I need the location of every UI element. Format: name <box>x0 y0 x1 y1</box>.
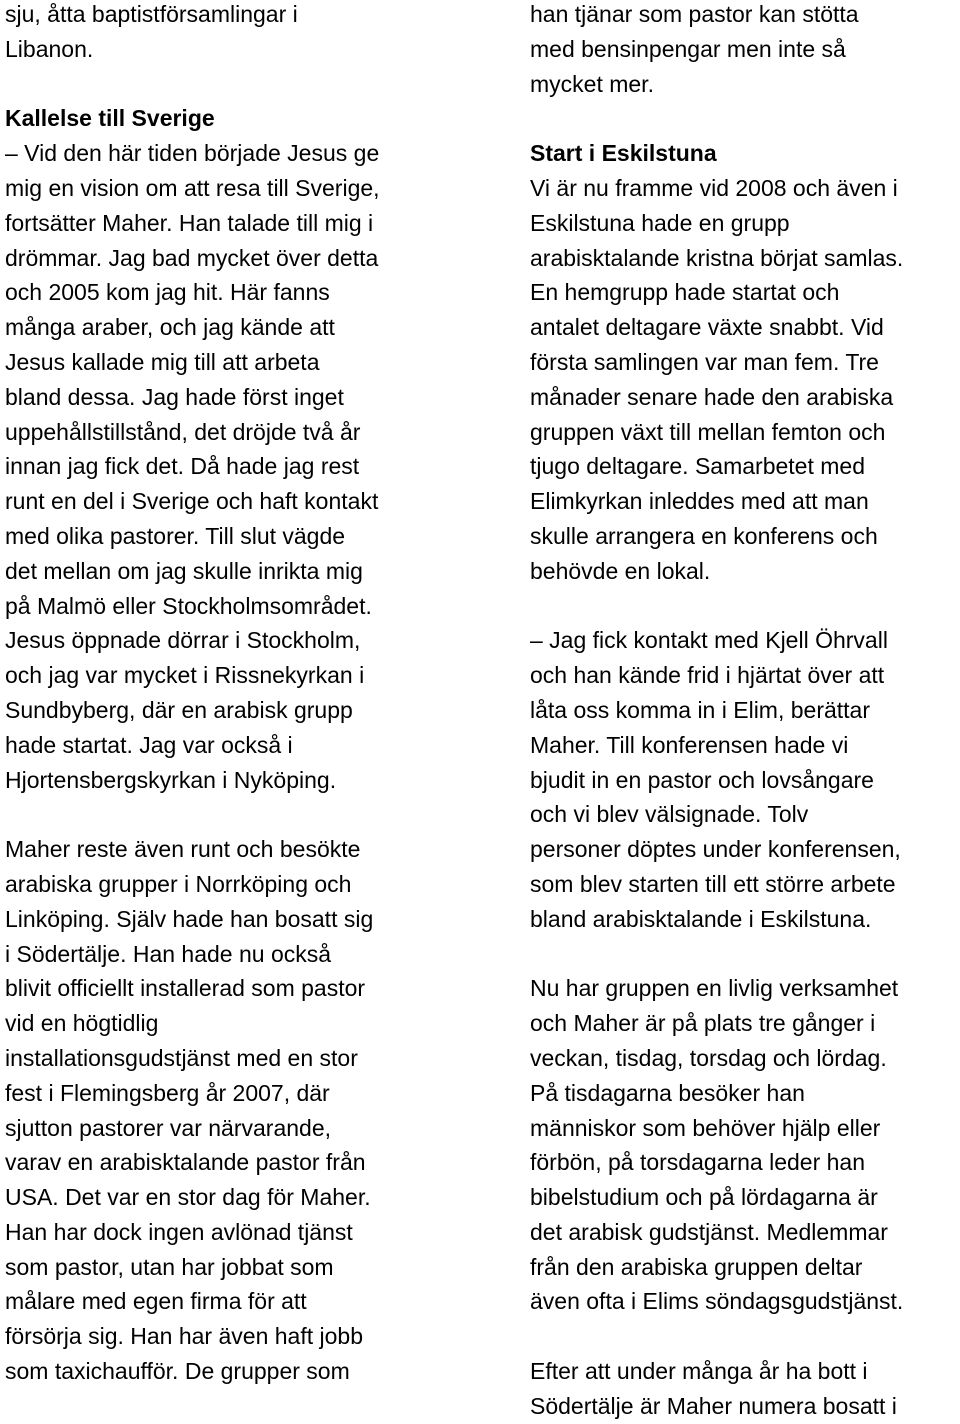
text-line: bjudit in en pastor och lovsångare <box>530 766 874 793</box>
text-line: det arabisk gudstjänst. Medlemmar <box>530 1218 888 1245</box>
text-line: – Vid den här tiden började Jesus ge <box>5 140 380 167</box>
text-line: och jag var mycket i Rissnekyrkan i <box>5 662 365 689</box>
text-line: sjutton pastorer var närvarande, <box>5 1114 332 1141</box>
text-line: bibelstudium och på lördagarna är <box>530 1184 878 1211</box>
text-line: arabisktalande kristna börjat samlas. <box>530 244 904 271</box>
text-line: Linköping. Själv hade han bosatt sig <box>5 905 374 932</box>
paragraph-gap <box>530 101 960 136</box>
paragraph-gap <box>530 1319 960 1354</box>
section-eskilstuna <box>530 136 960 588</box>
text-line: hade startat. Jag var också i <box>5 731 293 758</box>
text-line: drömmar. Jag bad mycket över detta <box>5 244 379 271</box>
text-line: försörja sig. Han har även haft jobb <box>5 1323 363 1350</box>
text-line: Jesus kallade mig till att arbeta <box>5 348 320 375</box>
text-line: fortsätter Maher. Han talade till mig i <box>5 209 374 236</box>
text-line: installationsgudstjänst med en stor <box>5 1044 358 1071</box>
left-column <box>5 0 445 1389</box>
text-line: och vi blev välsignade. Tolv <box>530 801 809 828</box>
text-line: En hemgrupp hade startat och <box>530 279 840 306</box>
text-line: behövde en lokal. <box>530 557 711 584</box>
right-column <box>530 0 960 1424</box>
text-line: uppehållstillstånd, det dröjde två år <box>5 418 361 445</box>
text-line: med olika pastorer. Till slut vägde <box>5 522 346 549</box>
text-line: skulle arrangera en konferens och <box>530 522 878 549</box>
text-line: Jesus öppnade dörrar i Stockholm, <box>5 627 361 654</box>
right-paragraph-2 <box>530 623 960 936</box>
text-line: på Malmö eller Stockholmsområdet. <box>5 592 372 619</box>
text-line: från den arabiska gruppen deltar <box>530 1253 863 1280</box>
text-line: Libanon. <box>5 35 94 62</box>
right-paragraph-4 <box>530 1354 960 1424</box>
text-line: antalet deltagare växte snabbt. Vid <box>530 314 884 341</box>
text-line: första samlingen var man fem. Tre <box>530 348 879 375</box>
text-line: många araber, och jag kände att <box>5 314 335 341</box>
text-line: Maher reste även runt och besökte <box>5 836 361 863</box>
text-line: Maher. Till konferensen hade vi <box>530 731 849 758</box>
text-line: bland dessa. Jag hade först inget <box>5 383 344 410</box>
text-line: målare med egen firma för att <box>5 1288 307 1315</box>
text-line: Eskilstuna hade en grupp <box>530 209 790 236</box>
left-intro-paragraph <box>5 0 445 67</box>
text-line: mycket mer. <box>530 70 654 97</box>
text-line: människor som behöver hjälp eller <box>530 1114 881 1141</box>
text-line: mig en vision om att resa till Sverige, <box>5 174 380 201</box>
text-line: som blev starten till ett större arbete <box>530 870 896 897</box>
text-line: bland arabisktalande i Eskilstuna. <box>530 905 872 932</box>
text-line: med bensinpengar men inte så <box>530 35 846 62</box>
text-line: Efter att under många år ha bott i <box>530 1358 868 1385</box>
section-heading: Kallelse till Sverige <box>5 105 215 132</box>
text-line: varav en arabisktalande pastor från <box>5 1149 366 1176</box>
text-line: arabiska grupper i Norrköping och <box>5 870 352 897</box>
text-line: vid en högtidlig <box>5 1010 159 1037</box>
section-kallelse <box>5 101 445 797</box>
text-line: som taxichaufför. De grupper som <box>5 1358 350 1385</box>
text-line: Vi är nu framme vid 2008 och även i <box>530 174 898 201</box>
text-line: Södertälje är Maher numera bosatt i <box>530 1392 897 1419</box>
text-line: Nu har gruppen en livlig verksamhet <box>530 975 899 1002</box>
text-line: och Maher är på plats tre gånger i <box>530 1010 876 1037</box>
text-line: och 2005 kom jag hit. Här fanns <box>5 279 330 306</box>
text-line: veckan, tisdag, torsdag och lördag. <box>530 1044 887 1071</box>
text-line: låta oss komma in i Elim, berättar <box>530 696 871 723</box>
text-line: blivit officiellt installerad som pastor <box>5 975 366 1002</box>
text-line: det mellan om jag skulle inrikta mig <box>5 557 363 584</box>
text-line: Sundbyberg, där en arabisk grupp <box>5 696 353 723</box>
text-line: innan jag fick det. Då hade jag rest <box>5 453 360 480</box>
text-line: gruppen växt till mellan femton och <box>530 418 886 445</box>
text-line: förbön, på torsdagarna leder han <box>530 1149 866 1176</box>
text-line: som pastor, utan har jobbat som <box>5 1253 334 1280</box>
text-line: i Södertälje. Han hade nu också <box>5 940 332 967</box>
text-line: månader senare hade den arabiska <box>530 383 894 410</box>
right-paragraph-3 <box>530 971 960 1319</box>
paragraph-gap <box>530 589 960 624</box>
text-line: USA. Det var en stor dag för Maher. <box>5 1184 371 1211</box>
text-line: även ofta i Elims söndagsgudstjänst. <box>530 1288 904 1315</box>
paragraph-gap <box>5 797 445 832</box>
section-heading: Start i Eskilstuna <box>530 140 717 167</box>
text-line: Elimkyrkan inleddes med att man <box>530 488 869 515</box>
paragraph-gap <box>530 937 960 972</box>
text-line: sju, åtta baptistförsamlingar i <box>5 1 298 27</box>
text-line: – Jag fick kontakt med Kjell Öhrvall <box>530 627 888 654</box>
text-line: personer döptes under konferensen, <box>530 836 901 863</box>
text-line: fest i Flemingsberg år 2007, där <box>5 1079 330 1106</box>
text-line: tjugo deltagare. Samarbetet med <box>530 453 865 480</box>
left-paragraph-2 <box>5 832 445 1389</box>
text-line: Hjortensbergskyrkan i Nyköping. <box>5 766 337 793</box>
text-line: På tisdagarna besöker han <box>530 1079 805 1106</box>
text-line: Han har dock ingen avlönad tjänst <box>5 1218 353 1245</box>
paragraph-gap <box>5 67 445 102</box>
right-intro-paragraph <box>530 0 960 101</box>
text-line: han tjänar som pastor kan stötta <box>530 1 859 27</box>
text-line: och han kände frid i hjärtat över att <box>530 662 885 689</box>
text-line: runt en del i Sverige och haft kontakt <box>5 488 379 515</box>
